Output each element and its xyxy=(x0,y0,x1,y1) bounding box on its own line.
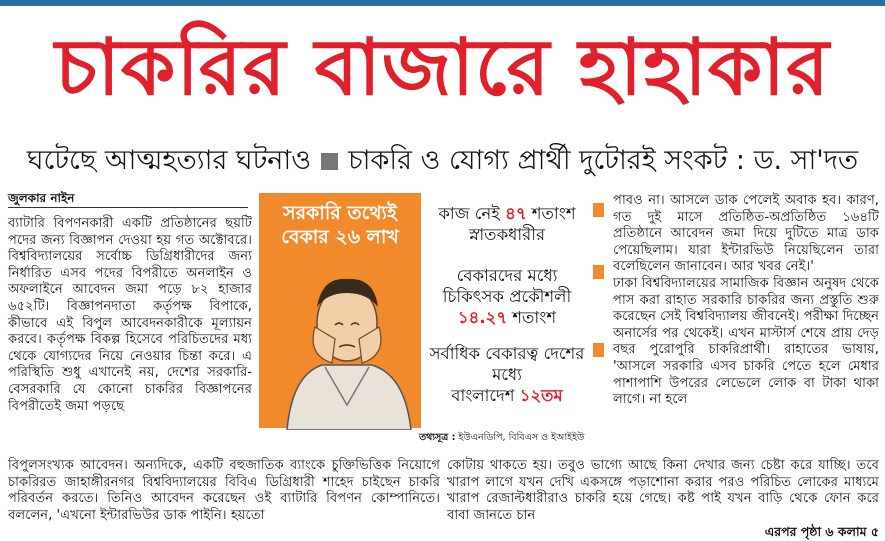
article-paragraph: পাবও না। আসলে ডাক পেলেই অবাক হব। কারণ, গত দুই মাসে প্রতিষ্ঠিত-অপ্রতিষ্ঠিত ১৬৪টি প্রতিষ্ঠানে আবেদন জমা দিয়ে দুটিতে মাত্র ডাক পেয়েছিলাম। যারা ইন্টারভিউ নিয়েছিলেন তারা বলেছিলেন জানাবেন। আর খবর নেই।' xyxy=(613,193,879,275)
infobox-source xyxy=(419,431,609,446)
stat1-number: ৪৭ xyxy=(505,204,527,223)
article-paragraph: ব্যাটারি বিপণনকারী একটি প্রতিষ্ঠানের ছয়টি পদের জন্য বিজ্ঞাপন দেওয়া হয় গত অক্টোবরে। বিশ্ববিদ্যালয়ের সর্বোচ্চ ডিগ্রিধারীদের জন্য নির্ধারিত এসব পদের বিপরীতে অনলাইন ও অফলাইনে আবেদন জমা পড়ে ৮২ হাজার ৬৫২টি। বিজ্ঞাপনদাতা কর্তৃপক্ষ বিপাকে, কীভাবে এই বিপুল আবেদনকারীকে মূল্যায়ন করবে। কর্তৃপক্ষ বিকল্প হিসেবে পরিচিতদের মধ্য থেকে যোগ্যদের নিয়ে নেওয়ার চিন্তা করে। এ পরিস্থিতি শুধু এখানেই নয়, দেশের সরকারি-বেসরকারি যে কোনো চাকরির বিজ্ঞাপনের বিপরীতেই জমা পড়ছে xyxy=(8,216,252,414)
stat1-marker xyxy=(593,203,604,217)
source-label: তথ্যসূত্র : xyxy=(419,432,456,443)
continued-on-page: এরপর পৃষ্ঠা ৬ কলাম ৫ xyxy=(764,524,879,540)
stat3-marker xyxy=(593,343,604,357)
infobox-title xyxy=(259,201,421,249)
stat1-prefix: কাজ নেই xyxy=(438,204,506,223)
byline-divider xyxy=(8,207,248,208)
article-column-1-bottom xyxy=(8,458,440,524)
stat2-text: বেকারদের মধ্যে চিকিৎসক প্রকৌশলী xyxy=(442,266,572,306)
stat-doctors-engineers xyxy=(427,265,587,328)
subheadline xyxy=(0,143,885,179)
article-column-1 xyxy=(8,216,252,415)
stat2-suffix: শতাংশ xyxy=(507,308,557,327)
infobox xyxy=(259,193,609,453)
article-paragraph: বিপুলসংখ্যক আবেদন। অন্যদিকে, একটি বহুজাতিক ব্যাংকে চুক্তিভিত্তিক নিয়োগে চাকরিরত জাহাঙ্গীরনগর বিশ্ববিদ্যালয়ের বিবিএ ডিগ্রিধারী শাহেদ চাইছেন চাকরি পরিবর্তন করতে। তিনিও আবেদন করেছেন ওই ব্যাটারি বিপণন কোম্পানিতে। বললেন, 'এখনো ইন্টারভিউর ডাক পাইনি। হয়তো xyxy=(8,458,440,523)
stat3-number: ১২তম xyxy=(519,386,563,405)
article-column-3 xyxy=(613,193,879,409)
stat1-suffix: শতাংশ স্নাতকধারীর xyxy=(468,204,576,244)
stressed-man-illustration xyxy=(277,255,417,430)
stat2-marker xyxy=(593,265,604,279)
article-column-2-bottom xyxy=(447,458,879,541)
subheadline-right: চাকরি ও যোগ্য প্রার্থী দুটোরই সংকট : ড. সা'দত xyxy=(348,145,859,176)
headline: চাকরির বাজারে হাহাকার xyxy=(55,23,830,113)
infobox-orange-panel xyxy=(259,193,421,428)
article-paragraph: ঢাকা বিশ্ববিদ্যালয়ের সামাজিক বিজ্ঞান অনুষদ থেকে পাস করা রাহাত সরকারি চাকরির জন্য প্রস্তুতি শুরু করেছেন সেই বিশ্ববিদ্যালয় জীবনেই। পরীক্ষা দিচ্ছেন অনার্সের পর থেকেই। এখন মাস্টার্স শেষে প্রায় দেড় বছর পুরোপুরি চাকরিপ্রার্থী। রাহাতের ভাষায়, 'আসলে সরকারি এসব চাকরি পেতে হলে মেধার পাশাপাশি উপরের লেভেলে লোক বা টাকা থাকা লাগে। না হলে xyxy=(613,275,879,408)
stat3-prefix: বাংলাদেশ xyxy=(451,386,520,405)
source-text: ইউএনডিপি, বিবিএস ও ইআইইউ xyxy=(455,432,585,443)
top-rule xyxy=(0,0,885,6)
stat-unemployed-graduates xyxy=(427,203,587,245)
byline: জুলকার নাইন xyxy=(8,191,75,205)
square-bullet-icon xyxy=(321,153,338,170)
infobox-title-line-1: সরকারি তথ্যেই xyxy=(283,202,397,224)
stat-country-rank xyxy=(427,343,587,406)
subheadline-left: ঘটেছে আত্মহত্যার ঘটনাও xyxy=(26,145,312,176)
infobox-title-line-2: বেকার ২৬ লাখ xyxy=(281,226,399,248)
stat3-text: সর্বাধিক বেকারত্ব দেশের মধ্যে xyxy=(429,344,585,384)
stat2-number: ১৪.২৭ xyxy=(457,308,508,327)
article-paragraph: কোটায় থাকতে হয়। তবুও ভাগ্যে আছে কিনা দেখার জন্য চেষ্টা করে যাচ্ছি। তবে খারাপ লাগে যখন দেখি একসঙ্গে পড়াশোনা করার পরও পরিচিত লোকের মাধ্যমে খারাপ রেজাল্টধারীরাও চাকরি হয়ে গেছে। কষ্ট পাই যখন বাড়ি থেকে ফোন করে বাবা জানতে চান xyxy=(447,458,879,523)
